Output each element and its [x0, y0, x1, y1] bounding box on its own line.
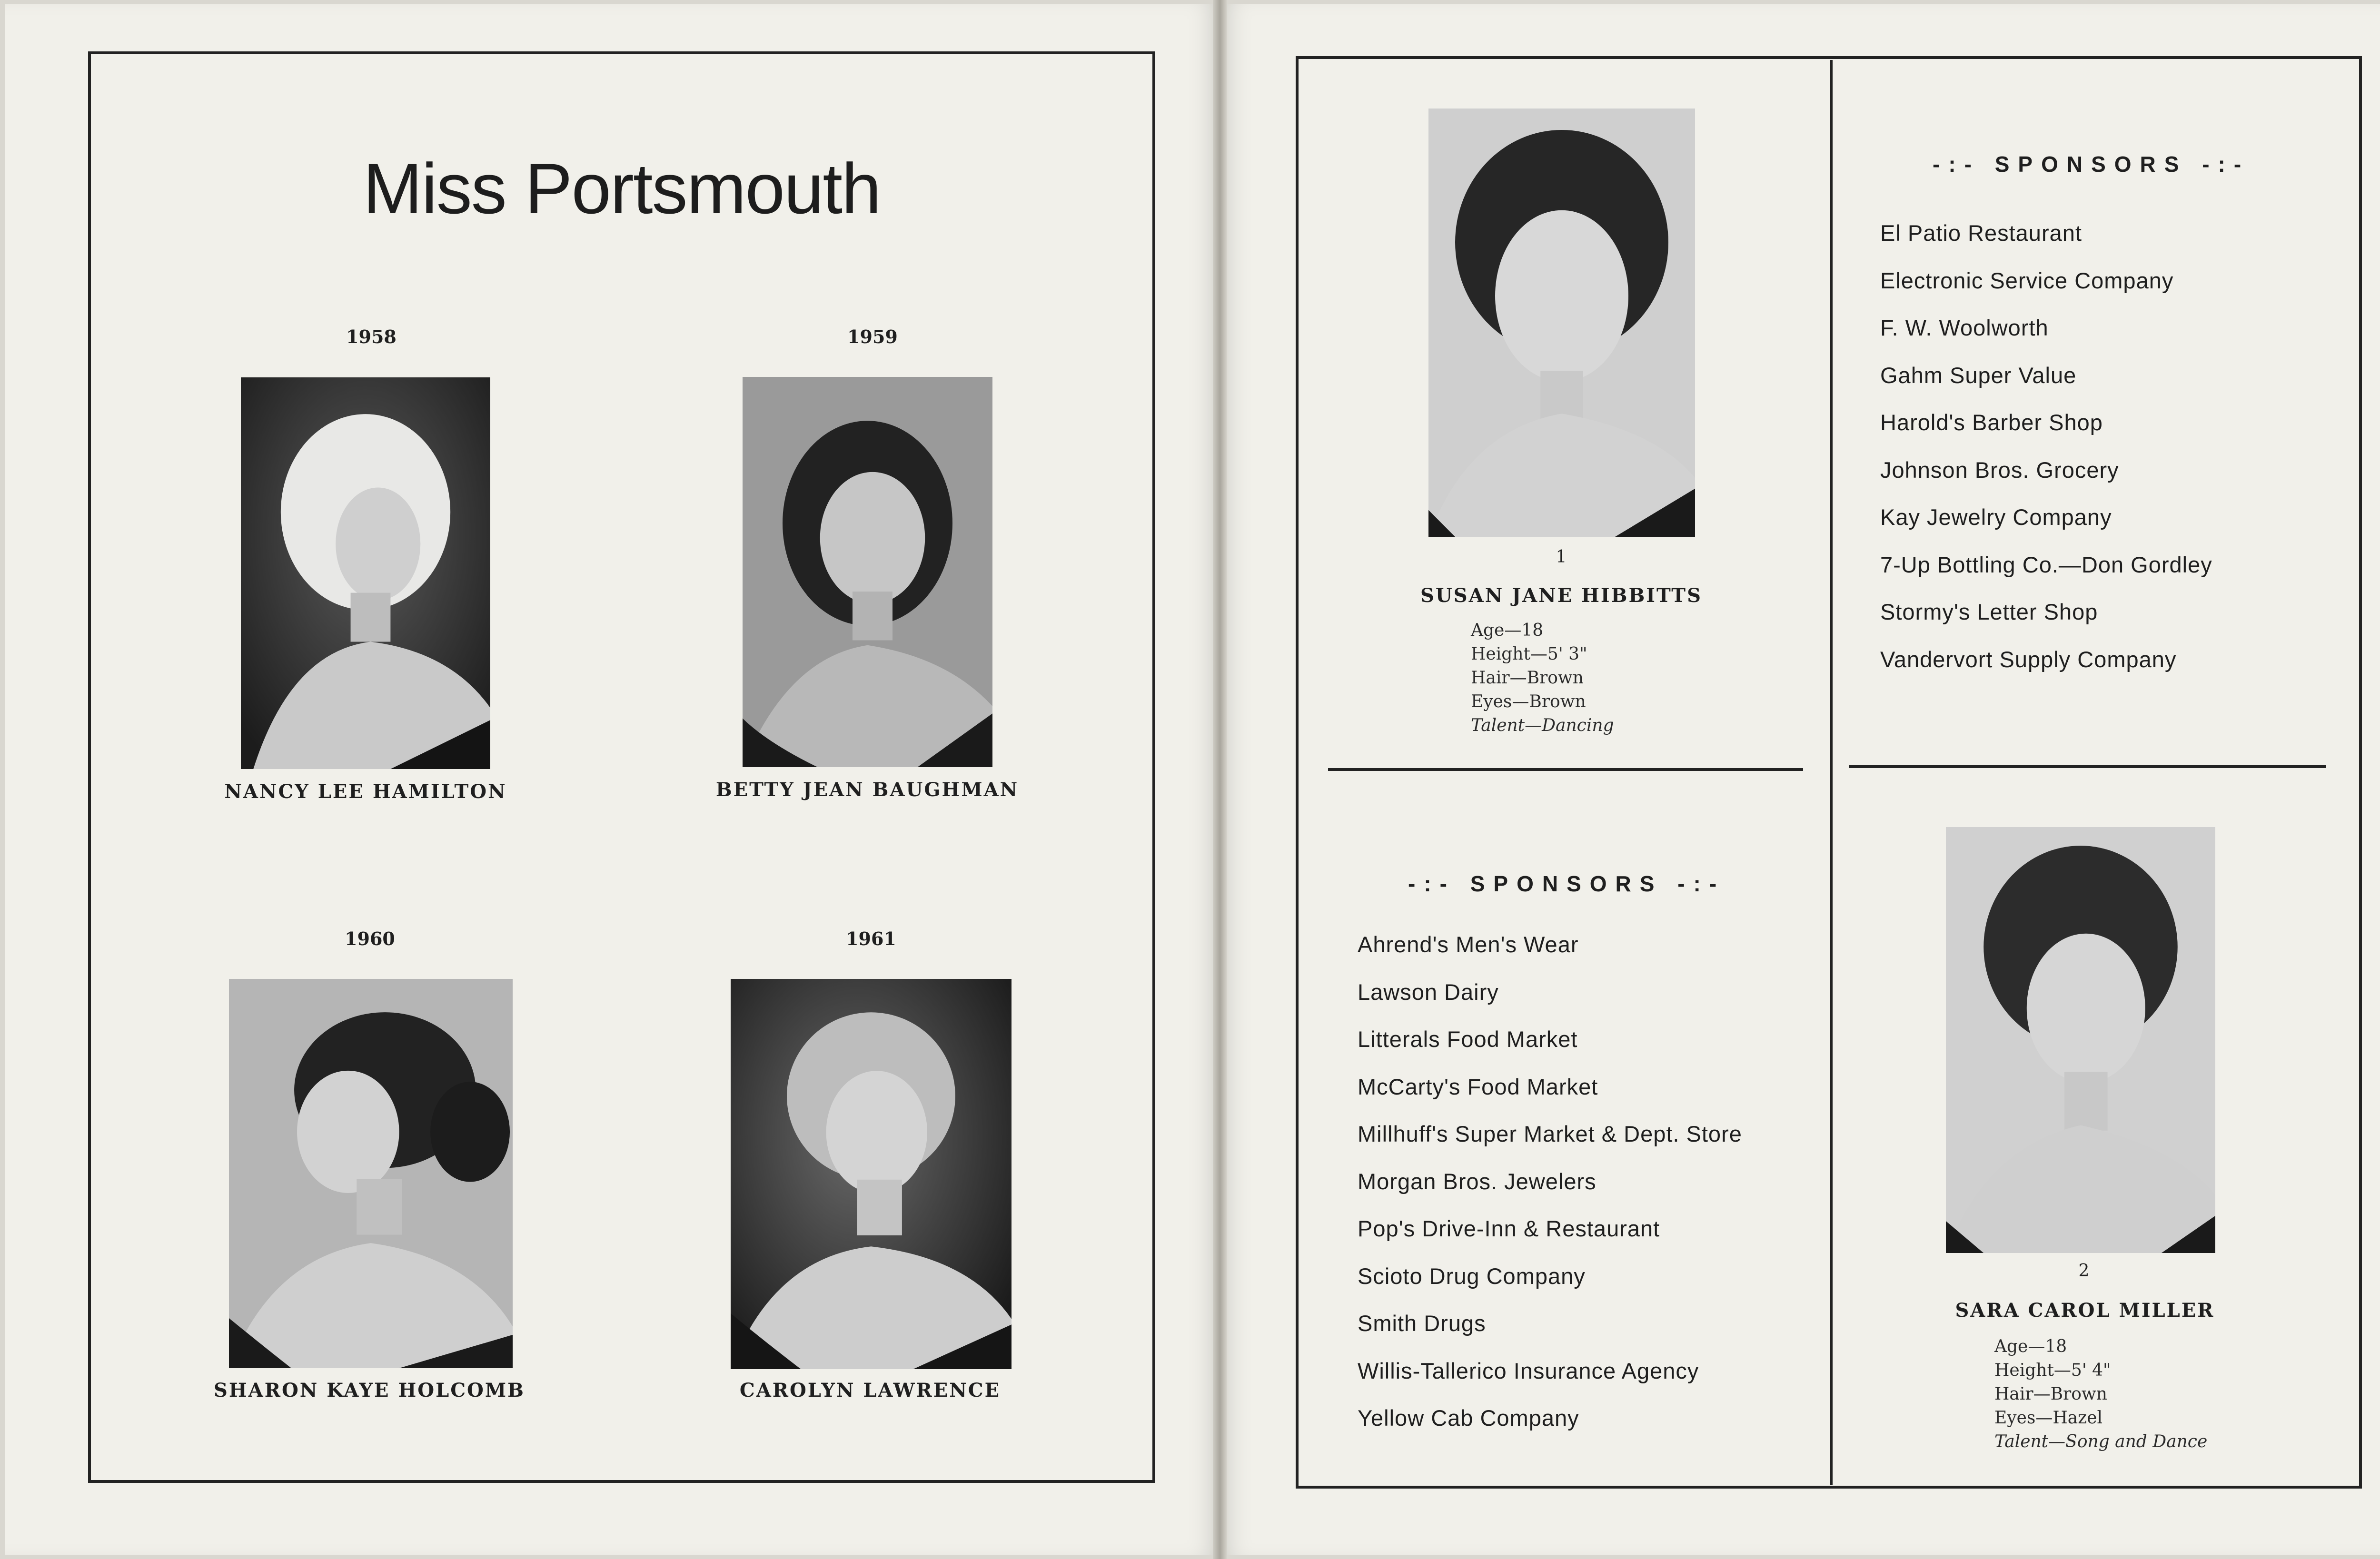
sponsors-heading-top: -:- SPONSORS -:- — [1933, 152, 2250, 177]
page-title: Miss Portsmouth — [363, 148, 881, 228]
contestant-name-1: SUSAN JANE HIBBITTS — [1420, 584, 1702, 607]
sponsor-item: Willis-Tallerico Insurance Agency — [1358, 1358, 1699, 1383]
sponsor-item: F. W. Woolworth — [1880, 315, 2049, 340]
winner-name-1961: CAROLYN LAWRENCE — [739, 1379, 1001, 1401]
contestant-name-2: SARA CAROL MILLER — [1955, 1299, 2215, 1322]
sponsor-item: McCarty's Food Market — [1358, 1074, 1598, 1099]
winner-name-1960: SHARON KAYE HOLCOMB — [214, 1379, 525, 1401]
right-column-divider — [1849, 765, 2326, 768]
stat-hair: Hair—Brown — [1994, 1384, 2107, 1404]
contestant-stats-2 — [1994, 1335, 2207, 1454]
stat-talent: Talent—Dancing — [1471, 716, 1614, 735]
stat-talent: Talent—Song and Dance — [1994, 1432, 2208, 1451]
sponsor-item: Stormy's Letter Shop — [1880, 599, 2098, 624]
sponsors-list-top — [1880, 219, 2212, 692]
portrait-photo-susan-jane-hibbitts — [1428, 109, 1695, 537]
sponsor-item: Smith Drugs — [1358, 1311, 1486, 1336]
sponsor-item: Harold's Barber Shop — [1880, 410, 2103, 435]
contestant-number-1: 1 — [1556, 547, 1567, 567]
sponsor-item: Johnson Bros. Grocery — [1880, 457, 2119, 483]
portrait-photo-sharon-kaye-holcomb — [229, 979, 513, 1368]
year-1960: 1960 — [345, 928, 395, 949]
year-1959: 1959 — [847, 326, 898, 347]
right-page-column-divider — [1830, 60, 1833, 1485]
sponsor-item: Vandervort Supply Company — [1880, 646, 2177, 672]
stat-hair: Hair—Brown — [1471, 668, 1584, 688]
sponsor-item: Electronic Service Company — [1880, 267, 2174, 293]
sponsor-item: 7-Up Bottling Co.—Don Gordley — [1880, 552, 2212, 577]
book-gutter — [1213, 0, 1227, 1559]
sponsor-item: Pop's Drive-Inn & Restaurant — [1358, 1216, 1660, 1241]
portrait-photo-carolyn-lawrence — [731, 979, 1012, 1369]
stat-eyes: Eyes—Brown — [1471, 692, 1586, 711]
sponsor-item: Litterals Food Market — [1358, 1026, 1578, 1052]
winner-name-1958: NANCY LEE HAMILTON — [224, 780, 507, 803]
stat-eyes: Eyes—Hazel — [1994, 1408, 2103, 1428]
sponsors-list-bottom — [1358, 930, 1742, 1451]
year-1958: 1958 — [346, 326, 397, 347]
sponsor-item: Morgan Bros. Jewelers — [1358, 1168, 1597, 1194]
stat-height: Height—5' 3" — [1471, 644, 1587, 664]
contestant-number-2: 2 — [2078, 1261, 2090, 1281]
contestant-stats-1 — [1471, 619, 1614, 738]
sponsors-heading-bottom: -:- SPONSORS -:- — [1408, 871, 1726, 896]
sponsor-item: Kay Jewelry Company — [1880, 504, 2112, 530]
sponsor-item: Scioto Drug Company — [1358, 1263, 1586, 1289]
sponsor-item: Yellow Cab Company — [1358, 1405, 1579, 1431]
stat-age: Age—18 — [1994, 1337, 2067, 1356]
stat-age: Age—18 — [1471, 621, 1544, 640]
year-1961: 1961 — [846, 928, 896, 949]
winner-name-1959: BETTY JEAN BAUGHMAN — [715, 779, 1019, 801]
stat-height: Height—5' 4" — [1994, 1361, 2111, 1380]
sponsor-item: Millhuff's Super Market & Dept. Store — [1358, 1121, 1742, 1146]
sponsor-item: El Patio Restaurant — [1880, 220, 2082, 246]
sponsor-item: Lawson Dairy — [1358, 979, 1499, 1005]
left-column-divider — [1328, 768, 1803, 771]
sponsor-item: Gahm Super Value — [1880, 362, 2077, 388]
portrait-photo-betty-jean-baughman — [743, 377, 992, 767]
portrait-photo-sara-carol-miller — [1946, 827, 2215, 1253]
sponsor-item: Ahrend's Men's Wear — [1358, 932, 1579, 957]
portrait-photo-nancy-lee-hamilton — [241, 377, 490, 769]
